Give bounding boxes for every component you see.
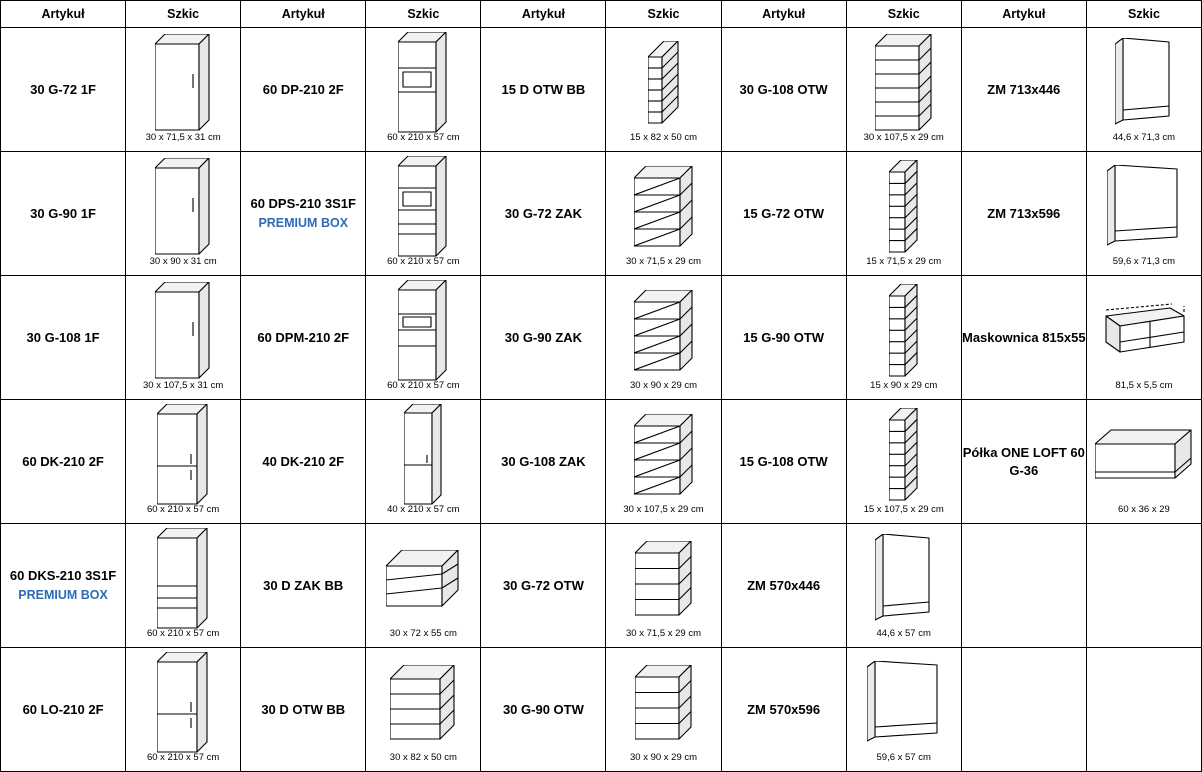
product-sketch-cell <box>606 276 721 400</box>
product-sketch-cell <box>846 648 961 772</box>
front-panel-wide-icon <box>1087 157 1201 257</box>
table-row <box>1 152 1202 276</box>
product-name: 30 G-90 ZAK <box>504 329 583 345</box>
column-header-sketch-4: Szkic <box>846 1 961 28</box>
product-sketch-cell <box>1086 152 1201 276</box>
product-name-cell <box>481 648 606 772</box>
cabinet-column-oven-icon <box>366 33 480 133</box>
product-sketch-cell <box>126 400 241 524</box>
product-sketch-cell <box>846 524 961 648</box>
product-dimensions: 30 x 107,5 x 29 cm <box>863 131 944 143</box>
table-body <box>1 28 1202 772</box>
product-dimensions: 60 x 210 x 57 cm <box>387 131 460 143</box>
product-name: 30 G-108 OTW <box>739 81 828 97</box>
cabinet-base-corner-open-icon <box>366 529 480 629</box>
product-name: 30 G-72 ZAK <box>504 205 583 221</box>
product-name: 15 G-108 OTW <box>739 453 828 469</box>
product-name-cell <box>721 28 846 152</box>
product-sketch-cell <box>366 276 481 400</box>
product-name-cell <box>481 276 606 400</box>
product-dimensions: 15 x 107,5 x 29 cm <box>863 503 944 515</box>
cabinet-corner-end-shelves-icon <box>606 405 720 505</box>
product-sketch-cell <box>126 524 241 648</box>
product-sketch-cell <box>846 152 961 276</box>
product-dimensions: 60 x 210 x 57 cm <box>387 379 460 391</box>
product-name-cell <box>721 276 846 400</box>
product-name-cell <box>241 152 366 276</box>
product-sketch-cell <box>846 400 961 524</box>
product-name: 30 G-72 1F <box>30 81 96 97</box>
empty-cell <box>961 524 1086 648</box>
product-sketch-cell <box>126 28 241 152</box>
product-name-cell <box>1 28 126 152</box>
product-dimensions: 30 x 71,5 x 29 cm <box>626 255 701 267</box>
product-dimensions: 81,5 x 5,5 cm <box>1115 379 1173 391</box>
product-dimensions: 30 x 72 x 55 cm <box>389 627 457 639</box>
cabinet-column-microwave-icon <box>366 281 480 381</box>
cabinet-open-shelves-icon <box>606 529 720 629</box>
product-dimensions: 30 x 82 x 50 cm <box>389 751 457 763</box>
product-name-cell <box>241 28 366 152</box>
product-sketch-cell <box>1086 400 1201 524</box>
product-name: ZM 713x446 <box>987 81 1061 97</box>
product-sketch-cell <box>1086 276 1201 400</box>
product-dimensions: 30 x 90 x 31 cm <box>149 255 217 267</box>
product-sketch-cell <box>366 648 481 772</box>
product-sketch-cell <box>366 524 481 648</box>
product-sketch-cell <box>606 648 721 772</box>
product-name: 60 DPS-210 3S1F <box>250 195 356 211</box>
product-dimensions: 60 x 36 x 29 <box>1118 503 1170 515</box>
column-header-sketch-1: Szkic <box>126 1 241 28</box>
product-name-cell <box>961 276 1086 400</box>
product-dimensions: 30 x 71,5 x 29 cm <box>626 627 701 639</box>
product-dimensions: 15 x 71,5 x 29 cm <box>866 255 942 267</box>
table-row <box>1 276 1202 400</box>
product-name-cell <box>721 648 846 772</box>
product-name-cell <box>721 152 846 276</box>
product-name: 30 G-108 1F <box>26 329 100 345</box>
product-sketch-cell <box>126 648 241 772</box>
product-name: Półka ONE LOFT 60 G-36 <box>962 444 1085 478</box>
product-name: Maskownica 815x55 <box>962 329 1086 345</box>
product-dimensions: 30 x 107,5 x 31 cm <box>143 379 224 391</box>
product-name: 30 D ZAK BB <box>263 577 344 593</box>
product-name-cell <box>961 28 1086 152</box>
cabinet-tall-single-door-icon <box>126 281 240 381</box>
product-name-cell <box>1 524 126 648</box>
table-row <box>1 400 1202 524</box>
product-sketch-cell <box>606 524 721 648</box>
product-name-cell <box>1 152 126 276</box>
column-header-article-4: Artykuł <box>721 1 846 28</box>
product-name-cell <box>241 400 366 524</box>
column-header-article-2: Artykuł <box>241 1 366 28</box>
table-row <box>1 648 1202 772</box>
product-sketch-cell <box>126 152 241 276</box>
empty-cell <box>1086 648 1201 772</box>
product-name: 40 DK-210 2F <box>262 453 345 469</box>
product-sketch-cell <box>366 400 481 524</box>
column-header-sketch-5: Szkic <box>1086 1 1201 28</box>
empty-cell <box>961 648 1086 772</box>
cabinet-open-narrow-shelves-icon <box>847 157 961 257</box>
product-dimensions: 59,6 x 71,3 cm <box>1112 255 1176 267</box>
product-sketch-cell <box>606 152 721 276</box>
product-name-cell <box>1 276 126 400</box>
product-name: 60 DK-210 2F <box>22 453 104 469</box>
product-name-cell <box>481 28 606 152</box>
product-name: 15 G-90 OTW <box>743 329 825 345</box>
product-name: 60 DPM-210 2F <box>257 329 350 345</box>
cabinet-column-two-door-icon <box>126 405 240 505</box>
product-sketch-cell <box>846 276 961 400</box>
product-badge-premium: PREMIUM BOX <box>18 588 108 603</box>
product-name-cell <box>241 524 366 648</box>
column-header-article-5: Artykuł <box>961 1 1086 28</box>
product-dimensions: 59,6 x 57 cm <box>876 751 931 763</box>
product-name: 30 G-72 OTW <box>502 577 584 593</box>
product-dimensions: 15 x 82 x 50 cm <box>629 131 698 143</box>
cabinet-corner-end-shelves-icon <box>606 281 720 381</box>
cornice-strip-icon <box>1087 281 1201 381</box>
product-dimensions: 44,6 x 71,3 cm <box>1112 131 1176 143</box>
column-header-sketch-2: Szkic <box>366 1 481 28</box>
product-dimensions: 40 x 210 x 57 cm <box>387 503 460 515</box>
cabinet-open-narrow-shelves-icon <box>847 281 961 381</box>
table-row <box>1 524 1202 648</box>
product-dimensions: 15 x 90 x 29 cm <box>870 379 938 391</box>
front-panel-vertical-icon <box>847 529 961 629</box>
cabinet-open-narrow-shelves-icon <box>847 405 961 505</box>
cabinet-corner-end-shelves-icon <box>606 157 720 257</box>
product-name-cell <box>1 400 126 524</box>
product-name-cell <box>481 524 606 648</box>
product-name: 60 DKS-210 3S1F <box>9 567 117 583</box>
product-badge-premium: PREMIUM BOX <box>258 216 349 231</box>
cabinet-tall-single-door-icon <box>126 33 240 133</box>
product-name: 30 G-90 OTW <box>502 701 584 717</box>
product-dimensions: 30 x 90 x 29 cm <box>629 379 698 391</box>
product-name-cell <box>481 152 606 276</box>
product-name: 30 D OTW BB <box>261 701 346 717</box>
product-name-cell <box>481 400 606 524</box>
product-sketch-cell <box>846 28 961 152</box>
product-name: 15 D OTW BB <box>501 81 586 97</box>
cabinet-column-two-door-narrow-icon <box>366 405 480 505</box>
product-dimensions: 30 x 107,5 x 29 cm <box>623 503 704 515</box>
product-name-cell <box>1 648 126 772</box>
cabinet-column-drawers-icon <box>126 529 240 629</box>
product-sketch-cell <box>606 400 721 524</box>
product-name-cell <box>721 524 846 648</box>
product-name: ZM 570x596 <box>747 701 821 717</box>
cabinet-base-open-shelves-icon <box>366 653 480 753</box>
product-name-cell <box>961 152 1086 276</box>
cabinet-open-shelves-tall-icon <box>847 33 961 133</box>
column-header-sketch-3: Szkic <box>606 1 721 28</box>
shelf-loft-frame-icon <box>1087 405 1201 505</box>
product-name: 60 LO-210 2F <box>22 701 104 717</box>
product-name: 30 G-90 1F <box>30 205 96 221</box>
empty-cell <box>1086 524 1201 648</box>
cabinet-tall-single-door-icon <box>126 157 240 257</box>
front-panel-vertical-icon <box>1087 33 1201 133</box>
cabinet-open-narrow-side-icon <box>606 33 720 133</box>
table-header-row <box>1 1 1202 28</box>
product-name: 30 G-108 ZAK <box>501 453 586 469</box>
product-sketch-cell <box>606 28 721 152</box>
column-header-article-3: Artykuł <box>481 1 606 28</box>
product-sketch-cell <box>366 152 481 276</box>
product-name: 60 DP-210 2F <box>262 81 344 97</box>
product-name-cell <box>721 400 846 524</box>
cabinet-column-oven-drawers-icon <box>366 157 480 257</box>
product-sketch-cell <box>1086 28 1201 152</box>
product-dimensions: 60 x 210 x 57 cm <box>146 627 220 639</box>
product-name: ZM 570x446 <box>747 577 821 593</box>
product-name: 15 G-72 OTW <box>743 205 825 221</box>
product-name-cell <box>241 276 366 400</box>
product-dimensions: 30 x 90 x 29 cm <box>629 751 698 763</box>
product-sketch-cell <box>366 28 481 152</box>
table-row <box>1 28 1202 152</box>
product-name: ZM 713x596 <box>987 205 1061 221</box>
cabinet-column-two-door-icon <box>126 653 240 753</box>
cabinet-open-shelves-icon <box>606 653 720 753</box>
product-dimensions: 60 x 210 x 57 cm <box>387 255 460 267</box>
product-dimensions: 60 x 210 x 57 cm <box>146 751 220 763</box>
product-dimensions: 60 x 210 x 57 cm <box>146 503 220 515</box>
product-name-cell <box>241 648 366 772</box>
product-sketch-cell <box>126 276 241 400</box>
product-dimensions: 30 x 71,5 x 31 cm <box>145 131 221 143</box>
column-header-article-1: Artykuł <box>1 1 126 28</box>
product-name-cell <box>961 400 1086 524</box>
product-dimensions: 44,6 x 57 cm <box>876 627 931 639</box>
front-panel-wide-icon <box>847 653 961 753</box>
